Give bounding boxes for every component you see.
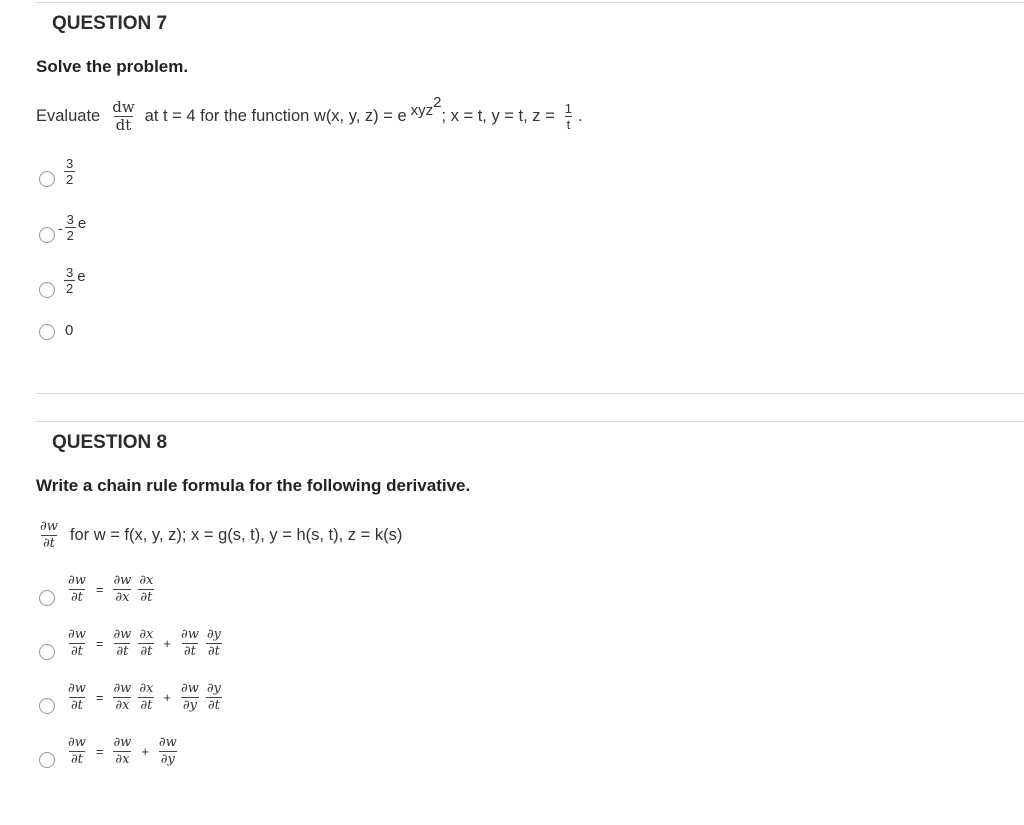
fraction-numerator: 3 bbox=[66, 265, 74, 280]
stem-substitution-text: ; x = t, y = t, z = bbox=[441, 107, 555, 125]
stem-function-text: at t = 4 for the function w(x, y, z) = e bbox=[144, 107, 407, 125]
equals-sign: = bbox=[95, 582, 104, 597]
q7-option-4[interactable] bbox=[65, 322, 73, 339]
fraction-denominator: ∂y bbox=[182, 698, 197, 713]
term-fraction bbox=[111, 682, 133, 713]
fraction-numerator: 3 bbox=[66, 156, 74, 171]
question-8-title: QUESTION 8 bbox=[52, 432, 168, 453]
option-fraction bbox=[64, 157, 75, 186]
exponent bbox=[411, 96, 442, 119]
term-fraction bbox=[157, 736, 179, 767]
plus-sign: + bbox=[141, 744, 149, 759]
fraction-numerator: ∂w bbox=[158, 735, 177, 750]
dw-dt-fraction bbox=[38, 520, 60, 551]
fraction-denominator: ∂t bbox=[207, 698, 220, 713]
fraction-denominator: ∂t bbox=[183, 644, 196, 659]
q7-option-2-radio[interactable] bbox=[39, 227, 55, 243]
q8-option-4-radio[interactable] bbox=[39, 752, 55, 768]
q7-option-4-radio[interactable] bbox=[39, 324, 55, 340]
plus-sign: + bbox=[163, 690, 171, 705]
fraction-numerator: ∂w bbox=[180, 627, 199, 642]
evaluate-label: Evaluate bbox=[36, 107, 101, 125]
fraction-numerator: 3 bbox=[66, 212, 74, 227]
fraction-numerator: ∂y bbox=[206, 681, 221, 696]
fraction-numerator: ∂x bbox=[139, 627, 154, 642]
fraction-numerator: ∂w bbox=[113, 627, 132, 642]
fraction-numerator: ∂y bbox=[206, 627, 221, 642]
term-fraction bbox=[205, 682, 223, 713]
fraction-numerator: ∂w bbox=[68, 681, 86, 696]
fraction-numerator: ∂w bbox=[68, 627, 86, 642]
term-fraction bbox=[137, 574, 155, 605]
q7-option-3-radio[interactable] bbox=[39, 282, 55, 298]
fraction-denominator: ∂t bbox=[116, 644, 129, 659]
term-fraction bbox=[137, 628, 155, 659]
fraction-numerator: ∂w bbox=[113, 681, 132, 696]
fraction-numerator: ∂x bbox=[139, 573, 154, 588]
q7-option-1-radio[interactable] bbox=[39, 171, 55, 187]
fraction-numerator: dw bbox=[112, 98, 135, 116]
q8-option-4[interactable] bbox=[64, 736, 181, 767]
fraction-denominator: ∂y bbox=[160, 752, 175, 767]
question-8-prompt: Write a chain rule formula for the following derivative. bbox=[36, 476, 471, 495]
term-fraction bbox=[179, 628, 201, 659]
fraction-numerator: ∂w bbox=[68, 573, 86, 588]
fraction-numerator: ∂w bbox=[113, 735, 132, 750]
lhs-fraction bbox=[66, 574, 88, 605]
stem-text: for w = f(x, y, z); x = g(s, t), y = h(s, t), z = k(s) bbox=[69, 526, 403, 544]
fraction-denominator: ∂t bbox=[140, 698, 153, 713]
dw-dt-fraction bbox=[110, 100, 136, 133]
fraction-denominator: 2 bbox=[66, 281, 74, 296]
fraction-denominator: ∂t bbox=[140, 644, 153, 659]
top-divider bbox=[36, 2, 1024, 3]
fraction-denominator: ∂t bbox=[70, 590, 83, 605]
option-sign: - bbox=[58, 219, 63, 236]
plus-sign: + bbox=[163, 636, 171, 651]
equals-sign: = bbox=[95, 690, 104, 705]
fraction-numerator: ∂w bbox=[113, 573, 132, 588]
q8-option-1-radio[interactable] bbox=[39, 590, 55, 606]
equals-sign: = bbox=[95, 744, 104, 759]
fraction-denominator: ∂t bbox=[207, 644, 220, 659]
exponent-base: xyz bbox=[410, 102, 434, 119]
exponent-power: 2 bbox=[433, 94, 442, 111]
term-fraction bbox=[137, 682, 155, 713]
section-divider bbox=[36, 421, 1024, 422]
option-value: 0 bbox=[65, 322, 74, 339]
z-fraction bbox=[563, 102, 574, 131]
fraction-denominator: ∂x bbox=[115, 752, 130, 767]
option-suffix: e bbox=[77, 268, 86, 285]
fraction-numerator: ∂w bbox=[40, 519, 58, 534]
fraction-denominator: ∂t bbox=[70, 752, 83, 767]
q8-option-3-radio[interactable] bbox=[39, 698, 55, 714]
equals-sign: = bbox=[95, 636, 104, 651]
fraction-denominator: ∂t bbox=[70, 644, 83, 659]
q7-option-2[interactable] bbox=[58, 213, 86, 242]
option-suffix: e bbox=[77, 215, 87, 232]
fraction-denominator: dt bbox=[115, 116, 132, 134]
term-fraction bbox=[205, 628, 223, 659]
q8-option-2-radio[interactable] bbox=[39, 644, 55, 660]
q7-option-3[interactable] bbox=[62, 266, 86, 295]
term-fraction bbox=[179, 682, 201, 713]
fraction-numerator: ∂w bbox=[68, 735, 86, 750]
question-8-stem bbox=[36, 520, 402, 551]
lhs-fraction bbox=[66, 736, 88, 767]
q8-option-2[interactable] bbox=[64, 628, 225, 659]
question-7-prompt: Solve the problem. bbox=[36, 57, 189, 76]
stem-period: . bbox=[578, 107, 583, 125]
fraction-denominator: 2 bbox=[66, 172, 74, 187]
fraction-denominator: ∂x bbox=[115, 590, 130, 605]
fraction-denominator: t bbox=[566, 117, 571, 132]
fraction-denominator: ∂t bbox=[70, 698, 83, 713]
q8-option-3[interactable] bbox=[64, 682, 225, 713]
lhs-fraction bbox=[66, 682, 88, 713]
q8-option-1[interactable] bbox=[64, 574, 157, 605]
term-fraction bbox=[111, 736, 133, 767]
lhs-fraction bbox=[66, 628, 88, 659]
q7-option-1[interactable] bbox=[62, 157, 77, 186]
fraction-numerator: ∂x bbox=[139, 681, 154, 696]
question-7-stem bbox=[36, 94, 583, 134]
section-divider bbox=[36, 393, 1024, 394]
term-fraction bbox=[111, 574, 133, 605]
fraction-denominator: ∂t bbox=[140, 590, 153, 605]
term-fraction bbox=[111, 628, 133, 659]
fraction-denominator: ∂t bbox=[42, 536, 55, 551]
fraction-numerator: 1 bbox=[564, 101, 572, 116]
question-7-title: QUESTION 7 bbox=[52, 13, 168, 34]
fraction-numerator: ∂w bbox=[180, 681, 199, 696]
fraction-denominator: ∂x bbox=[115, 698, 130, 713]
fraction-denominator: 2 bbox=[66, 228, 74, 243]
option-fraction bbox=[64, 266, 75, 295]
option-fraction bbox=[65, 213, 76, 242]
